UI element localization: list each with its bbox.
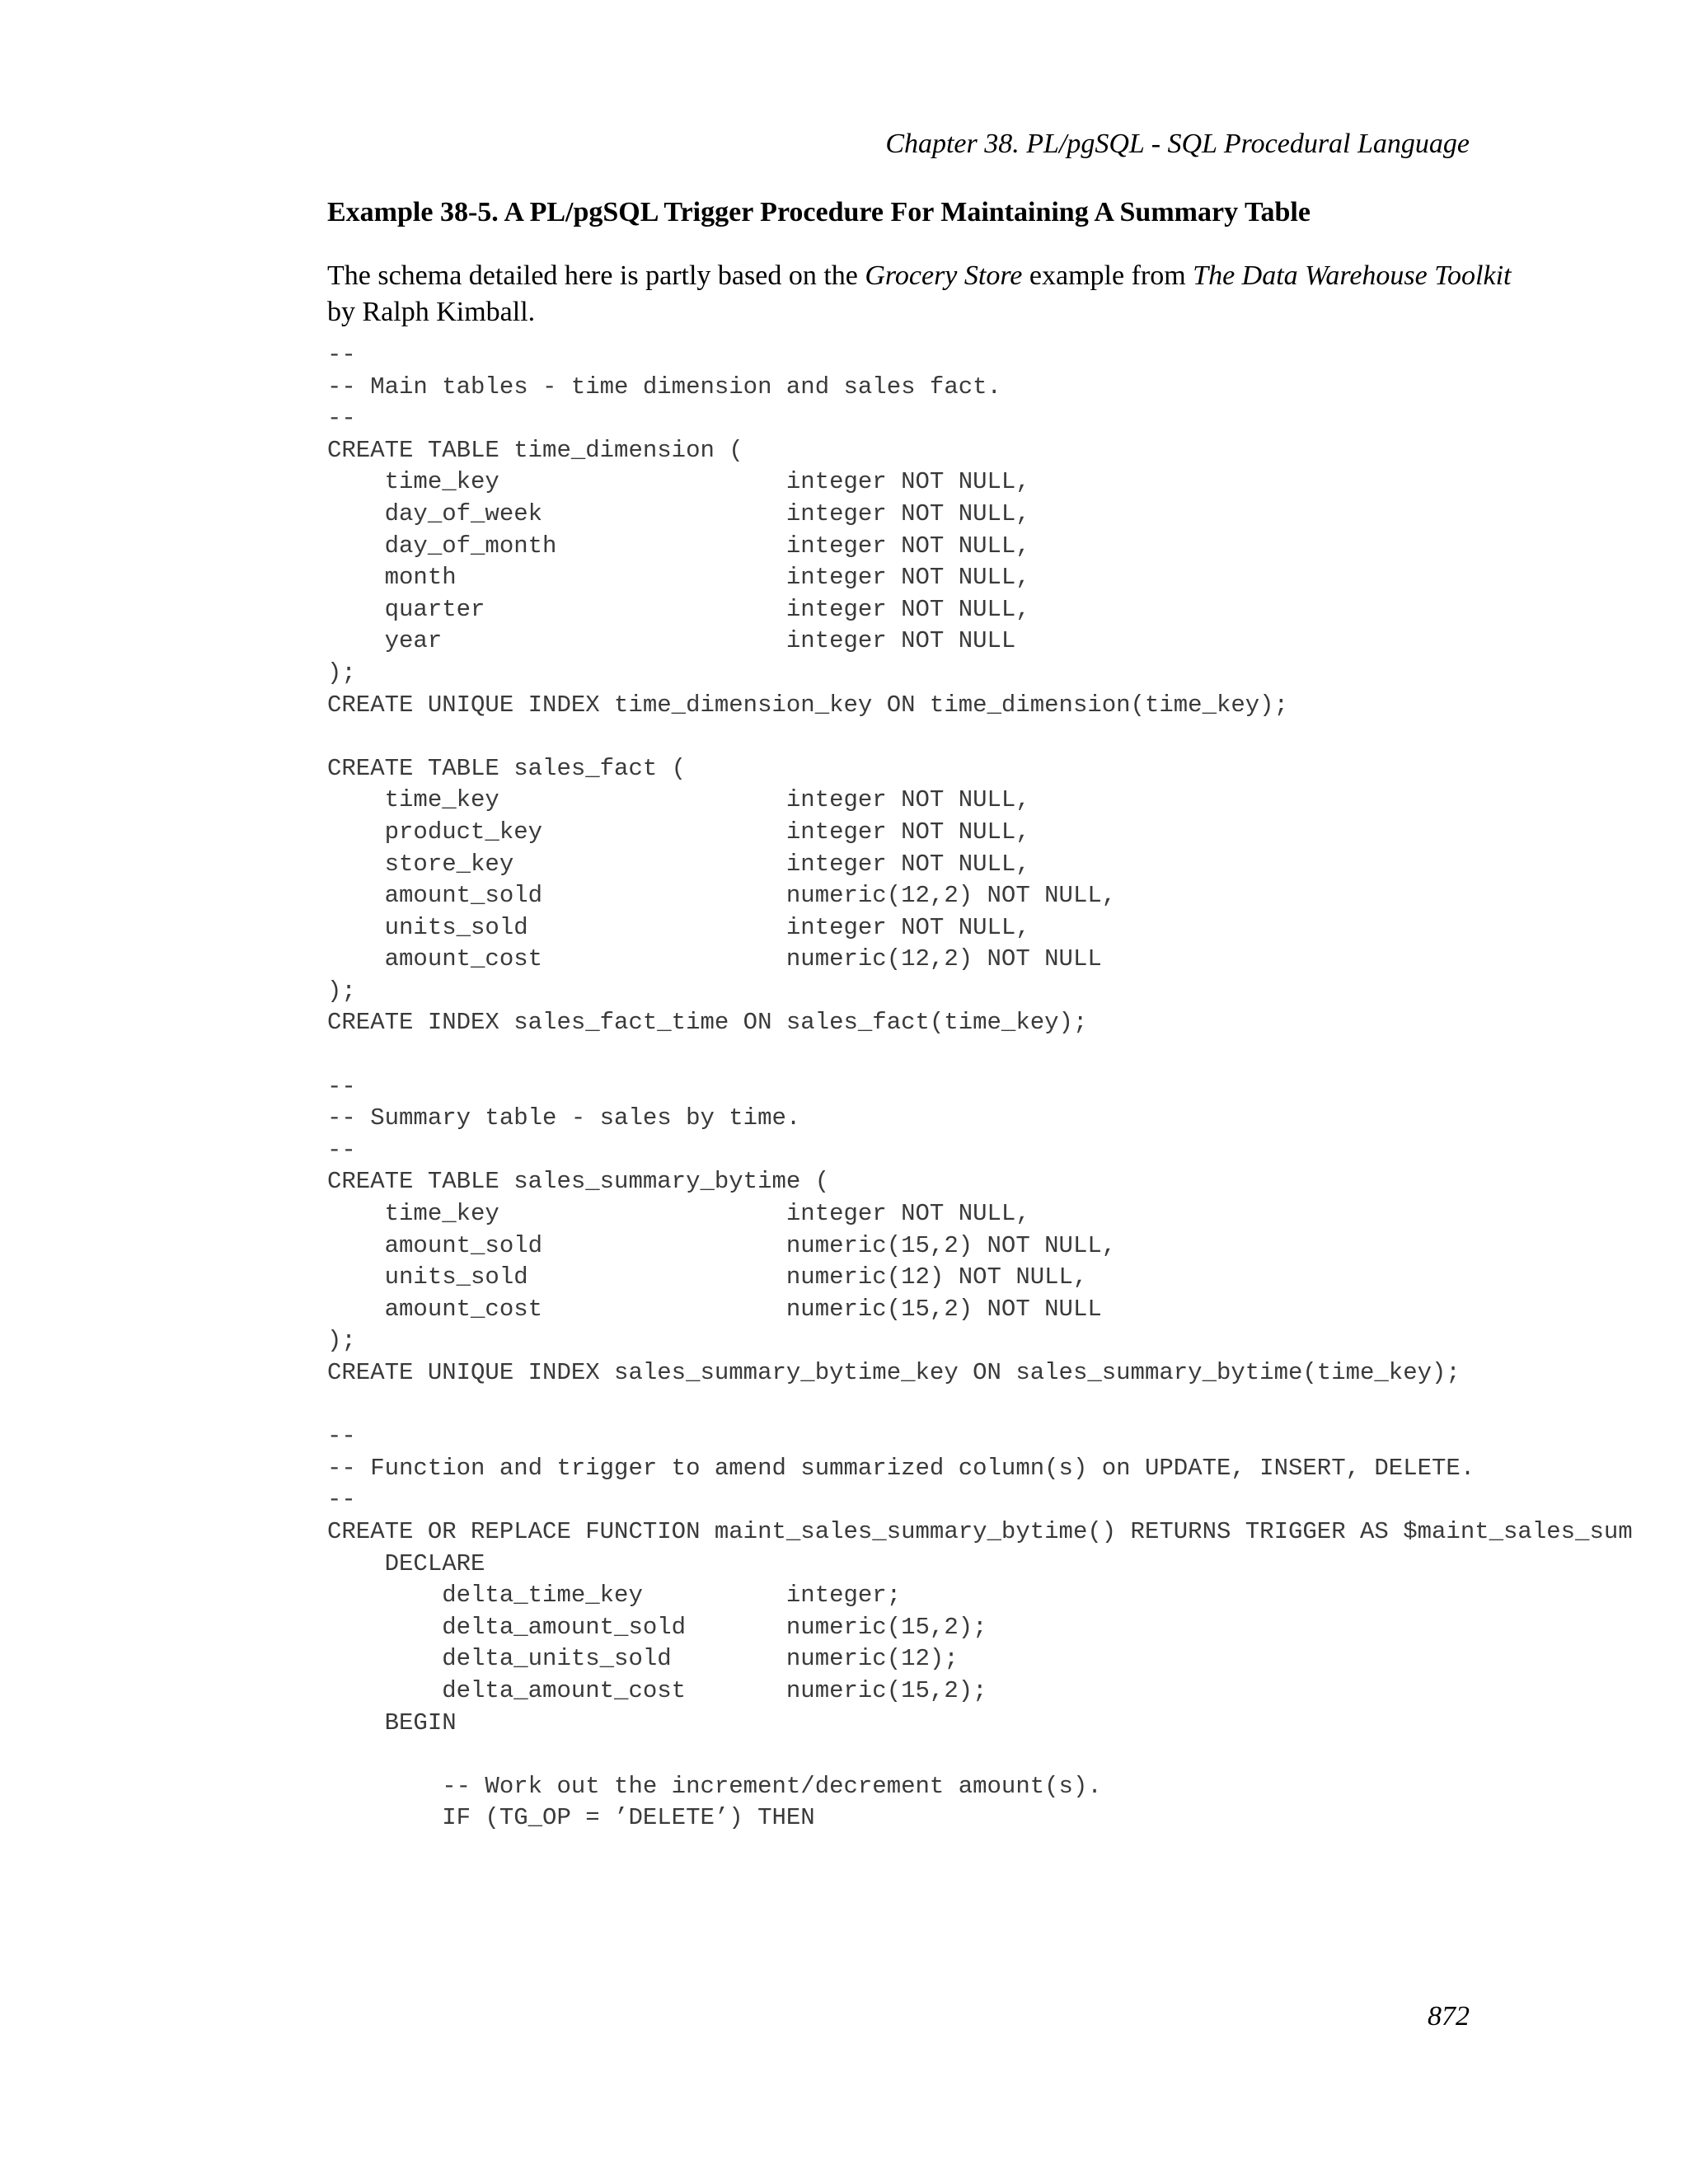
- code-line: time_key integer NOT NULL,: [327, 786, 1030, 814]
- code-line: amount_cost numeric(12,2) NOT NULL: [327, 945, 1102, 973]
- intro-paragraph: [327, 258, 1512, 330]
- code-line: -- Main tables - time dimension and sales fact.: [327, 373, 1001, 401]
- code-line: CREATE UNIQUE INDEX sales_summary_bytime_key ON sales_summary_bytime(time_key);: [327, 1359, 1461, 1386]
- code-line: CREATE TABLE sales_fact (: [327, 754, 687, 782]
- code-line: delta_amount_sold numeric(15,2);: [327, 1613, 987, 1641]
- intro-grocery-store: Grocery Store: [865, 260, 1023, 291]
- code-line: );: [327, 1327, 356, 1355]
- code-line: --: [327, 1136, 356, 1164]
- code-line: CREATE OR REPLACE FUNCTION maint_sales_summary_bytime() RETURNS TRIGGER AS $maint_sales_sum: [327, 1517, 1633, 1545]
- example-title: Example 38-5. A PL/pgSQL Trigger Procedure For Maintaining A Summary Table: [327, 197, 1311, 227]
- code-line: CREATE TABLE sales_summary_bytime (: [327, 1168, 830, 1196]
- code-line: -- Summary table - sales by time.: [327, 1104, 801, 1132]
- code-line: product_key integer NOT NULL,: [327, 818, 1030, 846]
- code-line: units_sold numeric(12) NOT NULL,: [327, 1263, 1088, 1291]
- code-line: day_of_month integer NOT NULL,: [327, 532, 1030, 560]
- code-line: amount_sold numeric(12,2) NOT NULL,: [327, 882, 1117, 910]
- code-line: store_key integer NOT NULL,: [327, 850, 1030, 878]
- code-line: CREATE INDEX sales_fact_time ON sales_fact(time_key);: [327, 1009, 1088, 1037]
- code-line: day_of_week integer NOT NULL,: [327, 499, 1030, 527]
- running-header: Chapter 38. PL/pgSQL - SQL Procedural Language: [885, 129, 1470, 159]
- code-line: time_key integer NOT NULL,: [327, 1200, 1030, 1228]
- code-line: delta_units_sold numeric(12);: [327, 1645, 959, 1673]
- page-number: 872: [1428, 2001, 1470, 2032]
- code-listing: [327, 340, 1688, 1835]
- code-line: amount_cost numeric(15,2) NOT NULL: [327, 1295, 1102, 1323]
- intro-text: The schema detailed here is partly based on the: [327, 260, 865, 291]
- code-line: month integer NOT NULL,: [327, 564, 1030, 592]
- code-line: [327, 721, 1688, 753]
- code-line: --: [327, 341, 356, 368]
- code-line: -- Work out the increment/decrement amount(s).: [327, 1772, 1102, 1800]
- code-line: --: [327, 405, 356, 433]
- code-line: );: [327, 977, 356, 1005]
- code-line: --: [327, 1072, 356, 1100]
- code-line: amount_sold numeric(15,2) NOT NULL,: [327, 1231, 1117, 1259]
- code-line: -- Function and trigger to amend summarized column(s) on UPDATE, INSERT, DELETE.: [327, 1454, 1475, 1482]
- code-line: IF (TG_OP = ’DELETE’) THEN: [327, 1804, 815, 1832]
- intro-book-title: The Data Warehouse Toolkit: [1193, 260, 1512, 291]
- intro-text: example from: [1022, 260, 1193, 291]
- code-line: --: [327, 1486, 356, 1514]
- code-line: [327, 1739, 1688, 1771]
- intro-line-1: [327, 258, 1512, 294]
- code-line: year integer NOT NULL: [327, 627, 1016, 655]
- code-line: DECLARE: [327, 1549, 485, 1577]
- code-line: [327, 1039, 1688, 1071]
- code-line: CREATE UNIQUE INDEX time_dimension_key ON time_dimension(time_key);: [327, 691, 1288, 719]
- code-line: delta_amount_cost numeric(15,2);: [327, 1676, 987, 1704]
- code-line: quarter integer NOT NULL,: [327, 595, 1030, 623]
- code-line: [327, 1390, 1688, 1422]
- code-line: --: [327, 1422, 356, 1451]
- code-line: );: [327, 658, 356, 687]
- code-line: CREATE TABLE time_dimension (: [327, 436, 743, 464]
- intro-line-2: by Ralph Kimball.: [327, 297, 536, 327]
- code-line: units_sold integer NOT NULL,: [327, 913, 1030, 941]
- code-line: delta_time_key integer;: [327, 1582, 902, 1610]
- code-line: time_key integer NOT NULL,: [327, 468, 1030, 496]
- code-line: BEGIN: [327, 1708, 457, 1736]
